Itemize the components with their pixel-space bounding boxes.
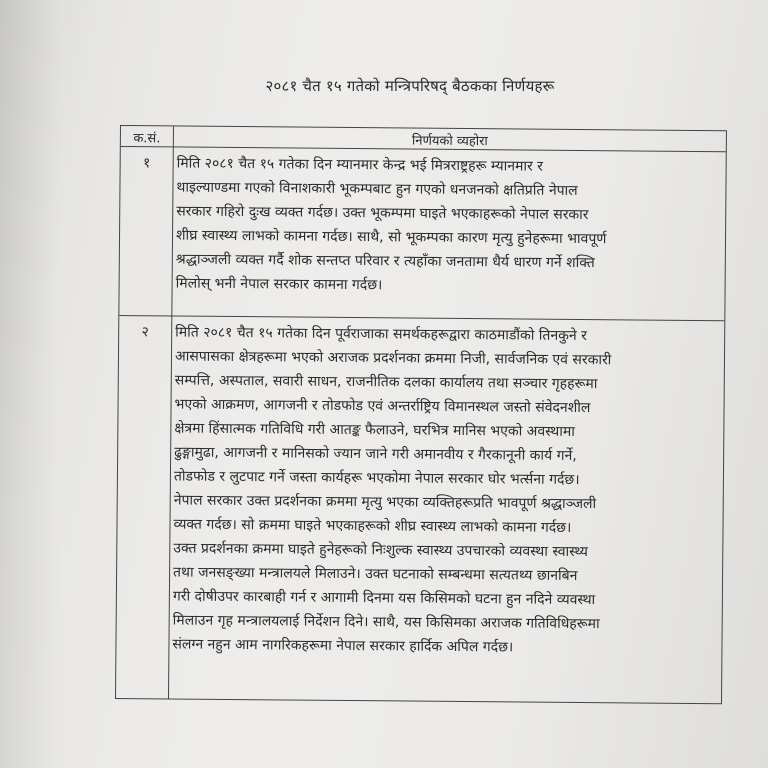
- row-2-line: संलग्न नहुन आम नागरिकहरूमा नेपाल सरकार हार्दिक अपिल गर्दछ।: [172, 636, 514, 656]
- row-1-line: थाइल्याण्डमा गएको विनाशकारी भूकम्पबाट हुन गएको धनजनको क्षतिप्रति नेपाल: [176, 179, 578, 199]
- row-1-serial: १: [142, 155, 151, 172]
- header-serial: क.सं.: [133, 131, 161, 147]
- row-1-line: श्रद्धाञ्जली व्यक्त गर्दै शोक सन्तप्त परिवार र त्यहाँका जनतामा धैर्य धारण गर्ने शक्ति: [175, 251, 595, 272]
- row-2-line: तोडफोड र लुटपाट गर्ने जस्ता कार्यहरू भएकोमा नेपाल सरकार घोर भर्त्सना गर्दछ।: [173, 468, 580, 489]
- row-2-line: उक्त प्रदर्शनका क्रममा घाइते हुनेहरूको निःशुल्क स्वास्थ्य उपचारको व्यवस्था स्वास्थ्य: [173, 540, 588, 561]
- row-1-line: सरकार गहिरो दुःख व्यक्त गर्दछ। उक्त भूकम्पमा घाइते भएकाहरूको नेपाल सरकार: [176, 203, 589, 224]
- row-2-serial: २: [141, 324, 149, 341]
- header-description: निर्णयको व्यहोरा: [411, 133, 488, 150]
- row-2-line: मिलाउन गृह मन्त्रालयलाई निर्देशन दिने। साथै, यस किसिमका अराजक गतिविधिहरूमा: [172, 612, 600, 633]
- row-2-text: [172, 320, 720, 661]
- row-1-line: मिलोस् भनी नेपाल सरकार कामना गर्दछ।: [175, 275, 383, 294]
- row-2-line: सम्पत्ति, अस्पताल, सवारी साधन, राजनीतिक दलका कार्यालय तथा सञ्चार गृहहरूमा: [174, 372, 598, 393]
- row-2-line: आसपासका क्षेत्रहरूमा भएको अराजक प्रदर्शनका क्रममा निजी, सार्वजनिक एवं सरकारी: [174, 348, 612, 369]
- row-2-line: व्यक्त गर्दछ। सो क्रममा घाइते भएकाहरूको शीघ्र स्वास्थ्य लाभको कामना गर्दछ।: [173, 516, 572, 536]
- row-2-line: तथा जनसङ्ख्या मन्त्रालयले मिलाउने। उक्त घटनाको सम्बन्धमा सत्यतथ्य छानबिन: [173, 564, 578, 585]
- row-2-line: क्षेत्रमा हिंसात्मक गतिविधि गरी आतङ्क फैलाउने, घरभित्र मानिस भएको अवस्थामा: [174, 420, 575, 440]
- row-2-line: मिति २०८१ चैत १५ गतेका दिन पूर्वराजाका समर्थकहरूद्वारा काठमाडौंको तिनकुने र: [175, 324, 587, 345]
- document-title: २०८१ चैत १५ गतेको मन्त्रिपरिषद् बैठकका निर्णयहरू: [265, 77, 555, 95]
- page-shadow: [0, 0, 60, 768]
- row-1-line: मिति २०८१ चैत १५ गतेका दिन म्यानमार केन्द्र भई मित्रराष्ट्रहरू म्यानमार र: [176, 155, 544, 175]
- row-1-line: शीघ्र स्वास्थ्य लाभको कामना गर्दछ। साथै, सो भूकम्पका कारण मृत्यु हुनेहरूमा भावपूर्ण: [175, 227, 607, 248]
- decisions-table: [115, 125, 727, 704]
- row-1-text: [176, 151, 722, 300]
- row-2-line: नेपाल सरकार उक्त प्रदर्शनका क्रममा मृत्यु भएका व्यक्तिहरूप्रति भावपूर्ण श्रद्धाञ्जली: [173, 492, 597, 513]
- row-2-line: ढुङ्गामुढा, आगजनी र मानिसको ज्यान जाने गरी अमानवीय र गैरकानूनी कार्य गर्ने,: [174, 444, 577, 464]
- row-2-line: भएको आक्रमण, आगजनी र तोडफोड एवं अन्तर्राष्ट्रिय विमानस्थल जस्तो संवेदनशील: [174, 396, 591, 417]
- row-2-line: गरी दोषीउपर कारबाही गर्न र आगामी दिनमा यस किसिमको घटना हुन नदिने व्यवस्था: [172, 588, 596, 609]
